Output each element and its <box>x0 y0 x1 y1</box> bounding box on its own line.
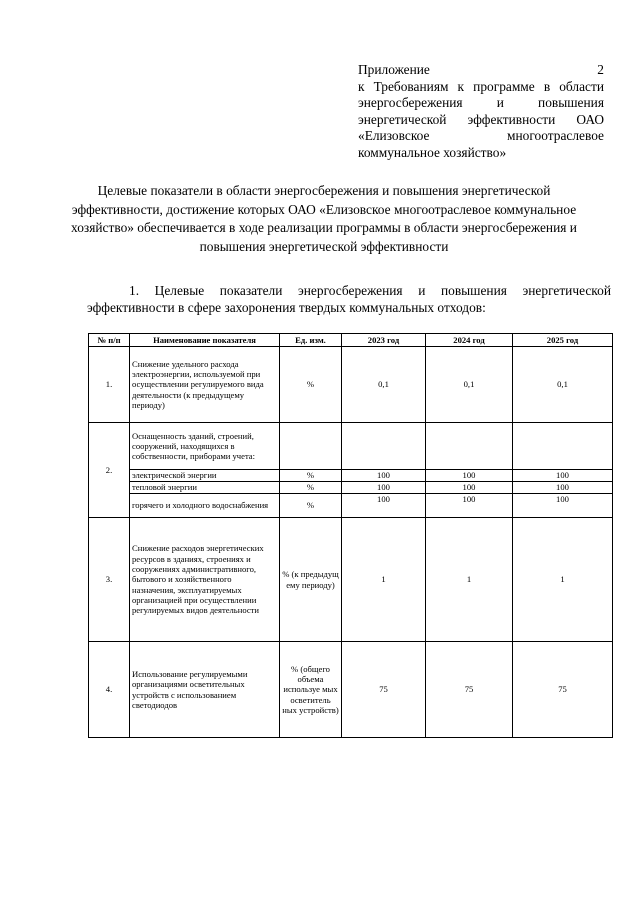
indicator-name: Снижение расходов энергетических ресурсов в зданиях, строениях и сооружениях административного, бытового и хозяйственного назначения, эксплуатируемых организацией при осуществлении регулируемых видов деятельности <box>130 518 280 642</box>
header-cell-2024: 2024 год <box>426 334 513 347</box>
header-cell-name: Наименование показателя <box>130 334 280 347</box>
value-2024: 0,1 <box>426 347 513 423</box>
indicator-name: Снижение удельного расхода электроэнергии, используемой при осуществлении регулируемого вида деятельности (к предыдущему периоду) <box>130 347 280 423</box>
appendix-block <box>358 62 604 162</box>
indicator-name: Оснащенность зданий, строений, сооружений, находящихся в собственности, приборами учета: <box>130 423 280 470</box>
value-2023: 1 <box>342 518 426 642</box>
unit-cell: % <box>280 347 342 423</box>
appendix-line: «Елизовское многоотраслевое <box>358 128 604 144</box>
table-row <box>89 347 613 423</box>
unit-cell: % <box>280 482 342 494</box>
table-subrow <box>89 482 613 494</box>
indicator-name: Использование регулируемыми организациями осветительных устройств с использованием светодиодов <box>130 642 280 738</box>
appendix-line: энергетической эффективности ОАО <box>358 111 604 127</box>
unit-cell: % (общего объема используе мых осветитель ных устройств) <box>280 642 342 738</box>
value-2023: 100 <box>342 482 426 494</box>
unit-cell: % <box>280 494 342 518</box>
table-row <box>89 423 613 470</box>
row-number: 1. <box>89 347 130 423</box>
section-heading <box>87 282 611 316</box>
appendix-line: энергосбережения и повышения <box>358 95 604 111</box>
appendix-line: Приложение 2 <box>358 62 604 77</box>
unit-cell <box>280 423 342 470</box>
table-row <box>89 518 613 642</box>
value-2024: 100 <box>426 482 513 494</box>
table-subrow <box>89 494 613 518</box>
unit-cell: % <box>280 470 342 482</box>
header-cell-num: № п/п <box>89 334 130 347</box>
indicator-name: электрической энергии <box>130 470 280 482</box>
table-row <box>89 642 613 738</box>
table-header-row <box>89 334 613 347</box>
value-2025: 100 <box>513 470 613 482</box>
value-2024: 75 <box>426 642 513 738</box>
indicator-name: тепловой энергии <box>130 482 280 494</box>
document-title: Целевые показатели в области энергосбережения и повышения энергетической эффективности, достижение которых ОАО «Елизовское многоотраслевое коммунальное хозяйство» обеспечивается в ходе реализации программы в области энергосбережения и повышения энергетической эффективности <box>71 183 577 254</box>
unit-cell: % (к предыдущ ему периоду) <box>280 518 342 642</box>
value-2023 <box>342 423 426 470</box>
value-2025 <box>513 423 613 470</box>
value-2023: 75 <box>342 642 426 738</box>
table-subrow <box>89 470 613 482</box>
appendix-line: к Требованиям к программе в области <box>358 78 604 94</box>
row-number: 4. <box>89 642 130 738</box>
section-heading-line: 1. Целевые показатели энергосбережения и повышения энергетической <box>129 283 611 298</box>
indicator-name: горячего и холодного водоснабжения <box>130 494 280 518</box>
value-2024: 100 <box>426 494 513 518</box>
value-2025: 0,1 <box>513 347 613 423</box>
value-2024 <box>426 423 513 470</box>
row-number: 2. <box>89 423 130 518</box>
value-2024: 100 <box>426 470 513 482</box>
appendix-line: коммунальное хозяйство» <box>358 144 507 160</box>
header-cell-2023: 2023 год <box>342 334 426 347</box>
row-number: 3. <box>89 518 130 642</box>
value-2024: 1 <box>426 518 513 642</box>
header-cell-unit: Ед. изм. <box>280 334 342 347</box>
value-2023: 100 <box>342 494 426 518</box>
value-2025: 1 <box>513 518 613 642</box>
section-heading-line: эффективности в сфере захоронения твердых коммунальных отходов: <box>87 300 486 315</box>
value-2023: 100 <box>342 470 426 482</box>
value-2025: 75 <box>513 642 613 738</box>
header-cell-2025: 2025 год <box>513 334 613 347</box>
value-2025: 100 <box>513 482 613 494</box>
target-indicators-table <box>88 333 613 738</box>
value-2025: 100 <box>513 494 613 518</box>
value-2023: 0,1 <box>342 347 426 423</box>
